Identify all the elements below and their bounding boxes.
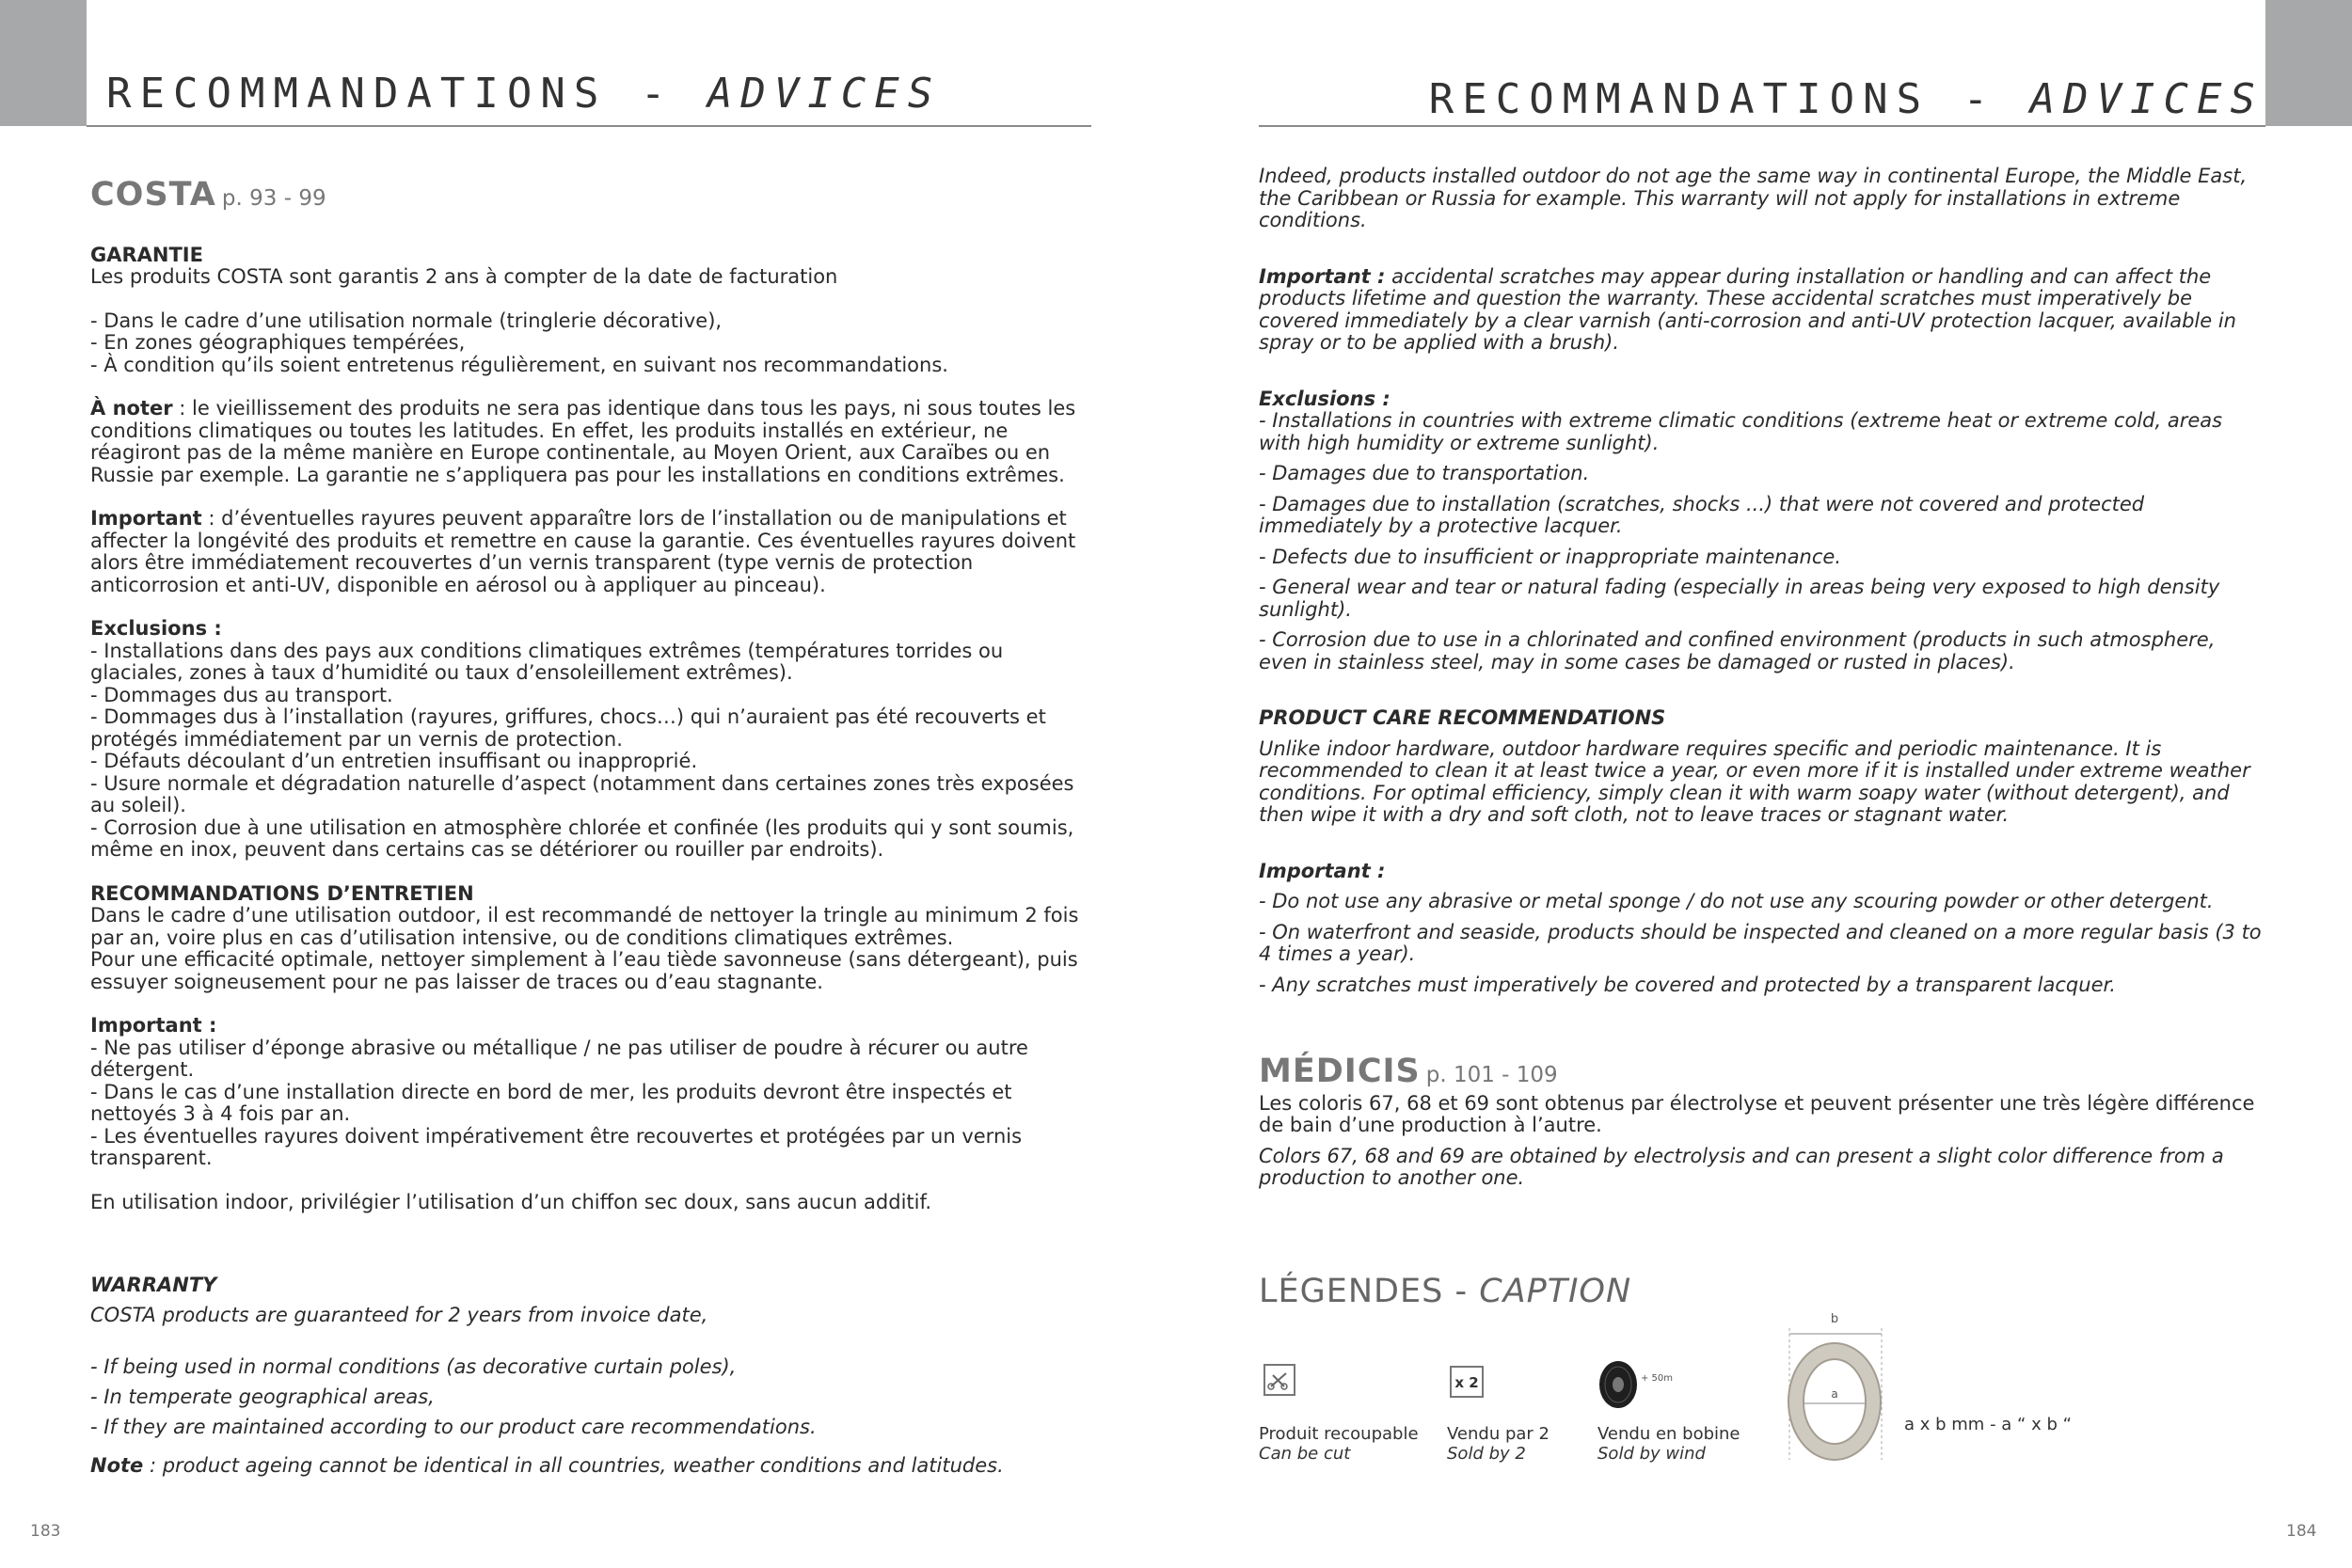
important-item: - Dans le cas d’une installation directe en bord de mer, les produits devront être inspectés et nettoyés 3 à 4 fois par an. bbox=[90, 1080, 1012, 1125]
exclusion-item-en: - Installations in countries with extreme climatic conditions (extreme heat or extreme cold, areas with high humidity or extreme sunlight). bbox=[1259, 409, 2223, 454]
note-paragraph bbox=[90, 1450, 1095, 1481]
warranty-heading: WARRANTY bbox=[90, 1274, 217, 1296]
legend-spool bbox=[1597, 1424, 1740, 1464]
warranty-item: - If being used in normal conditions (as decorative curtain poles), bbox=[90, 1355, 737, 1378]
important-heading-en: Important : bbox=[1259, 859, 1386, 882]
right-page-header bbox=[1429, 75, 2264, 123]
spool-icon bbox=[1597, 1358, 1673, 1411]
important-label-en: Important : bbox=[1259, 264, 1386, 288]
condition-item: - En zones géographiques tempérées, bbox=[90, 331, 466, 354]
anoter-text: : le vieillissement des produits ne sera pas identique dans tous les pays, ni sous toutes les conditions climatiques ou toutes les latitudes. En effet, les produits installés en extérieur, ne réagiront pas de la même manière en Europe continentale, au Moyen Orient, aux Caraïbes ou en Russie par exemple. La garantie ne s’appliquera pas pour les installations en conditions extrêmes. bbox=[90, 397, 1076, 486]
care-text: Unlike indoor hardware, outdoor hardware requires specific and periodic maintenance. It is recommended to clean it at least twice a year, or even more if it is installed under extreme weather conditions. For optimal efficiency, simply clean it with warm soapy water (without detergent), and then wipe it with a dry and soft cloth, not to leave traces or stagnant water. bbox=[1259, 736, 2250, 826]
important-text-en: accidental scratches may appear during installation or handling and can affect the products lifetime and question the warranty. These accidental scratches must imperatively be covered immediately by a clear varnish (anti-corrosion and anti-UV protection lacquer, available in spray or to be applied with a brush). bbox=[1259, 264, 2236, 354]
anoter-paragraph bbox=[90, 398, 1095, 486]
legend-pair-en: Sold by 2 bbox=[1447, 1444, 1526, 1464]
condition-item: - Dans le cadre d’une utilisation normale (tringlerie décorative), bbox=[90, 309, 723, 332]
legend-pair bbox=[1447, 1424, 1549, 1464]
important-paragraph bbox=[90, 508, 1095, 596]
caption-title-em: CAPTION bbox=[1479, 1273, 1632, 1310]
important-item: - Ne pas utiliser d’éponge abrasive ou métallique / ne pas utiliser de poudre à récurer ou autre détergent. bbox=[90, 1036, 1028, 1081]
left-page-header bbox=[106, 70, 941, 118]
warranty-item: - If they are maintained according to our product care recommendations. bbox=[90, 1416, 817, 1438]
note-text: : product ageing cannot be identical in all countries, weather conditions and latitudes. bbox=[143, 1454, 1004, 1477]
pair-icon bbox=[1450, 1366, 1484, 1398]
spool-icon-text: + 50m bbox=[1641, 1373, 1673, 1384]
exclusion-item: - Dommages dus à l’installation (rayures, griffures, chocs…) qui n’auraient pas été recouverts et protégés immédiatement par un vernis de protection. bbox=[90, 705, 1046, 751]
caption-title-main: LÉGENDES - bbox=[1259, 1273, 1480, 1310]
cut-icon bbox=[1263, 1364, 1295, 1396]
garantie-heading: GARANTIE bbox=[90, 243, 203, 266]
right-page-tab bbox=[2265, 0, 2352, 126]
legend-spool-en: Sold by wind bbox=[1597, 1444, 1706, 1464]
dim-a-label: a bbox=[1831, 1387, 1838, 1401]
right-header-em: ADVICES bbox=[2029, 75, 2264, 123]
garantie-text: Les produits COSTA sont garantis 2 ans à compter de la date de facturation bbox=[90, 265, 838, 288]
exclusion-item: - Corrosion due à une utilisation en atmosphère chlorée et confinée (les produits qui y sont soumis, même en inox, peuvent dans certains cas se détériorer ou rouiller par endroits). bbox=[90, 816, 1074, 861]
medicis-pages: p. 101 - 109 bbox=[1425, 1063, 1558, 1087]
indoor-text: En utilisation indoor, privilégier l’utilisation d’un chiffon sec doux, sans aucun additif. bbox=[90, 1190, 932, 1213]
important-text: : d’éventuelles rayures peuvent apparaître lors de l’installation ou de manipulations et affecter la longévité des produits et remettre en cause la garantie. Ces éventuelles rayures doivent alors être immédiatement recouvertes d’un vernis transparent (type vernis de protection anticorrosion et anti-UV, disponible en aérosol ou à appliquer au pinceau). bbox=[90, 507, 1076, 596]
important-label: Important bbox=[90, 507, 202, 530]
warranty-text: COSTA products are guaranteed for 2 years from invoice date, bbox=[90, 1304, 708, 1326]
important-item-en: - Any scratches must imperatively be covered and protected by a transparent lacquer. bbox=[1259, 973, 2116, 996]
left-header-main: RECOMMANDATIONS - bbox=[106, 70, 707, 118]
medicis-section-title bbox=[1259, 1053, 2267, 1090]
legend-spool-fr: Vendu en bobine bbox=[1597, 1424, 1740, 1444]
exclusions-heading: Exclusions : bbox=[90, 617, 222, 640]
costa-pages: p. 93 - 99 bbox=[221, 186, 326, 211]
medicis-text-en: Colors 67, 68 and 69 are obtained by electrolysis and can present a slight color difference from a production to another one. bbox=[1259, 1144, 2224, 1189]
right-header-rule bbox=[1259, 125, 2265, 127]
reco-text: Dans le cadre d’une utilisation outdoor, il est recommandé de nettoyer la tringle au minimum 2 fois par an, voire plus en cas d’utilisation intensive, ou de conditions climatiques extrêmes. bbox=[90, 904, 1079, 949]
pair-icon-text: x 2 bbox=[1454, 1374, 1479, 1391]
exclusion-item: - Usure normale et dégradation naturelle d’aspect (notamment dans certaines zones très exposées au soleil). bbox=[90, 771, 1074, 816]
dimension-text: a x b mm - a “ x b “ bbox=[1904, 1415, 2072, 1434]
left-header-em: ADVICES bbox=[707, 70, 942, 118]
dim-b-label: b bbox=[1830, 1312, 1839, 1326]
important-paragraph-en bbox=[1259, 266, 2267, 355]
condition-item: - À condition qu’ils soient entretenus régulièrement, en suivant nos recommandations. bbox=[90, 353, 948, 376]
important-item-en: - Do not use any abrasive or metal sponge / do not use any scouring powder or other detergent. bbox=[1259, 890, 2214, 912]
legend-pair-fr: Vendu par 2 bbox=[1447, 1424, 1549, 1444]
legend-cut-fr: Produit recoupable bbox=[1259, 1424, 1419, 1444]
exclusion-item-en: - Damages due to transportation. bbox=[1259, 462, 1590, 484]
left-page-number: 183 bbox=[30, 1522, 61, 1541]
reco-text: Pour une efficacité optimale, nettoyer simplement à l’eau tiède savonneuse (sans détergeant), puis essuyer soigneusement pour ne pas laisser de traces ou d’eau stagnante. bbox=[90, 948, 1078, 993]
exclusion-item-en: - Defects due to insufficient or inappropriate maintenance. bbox=[1259, 545, 1842, 568]
left-column bbox=[90, 176, 1095, 1481]
exclusion-item: - Défauts découlant d’un entretien insuffisant ou inapproprié. bbox=[90, 750, 698, 772]
exclusions-heading-en: Exclusions : bbox=[1259, 387, 1391, 410]
right-page-number: 184 bbox=[2286, 1522, 2317, 1541]
legend-cut bbox=[1259, 1424, 1419, 1464]
caption-section-title bbox=[1259, 1273, 1632, 1310]
medicis-section bbox=[1259, 1053, 2267, 1190]
indeed-text: Indeed, products installed outdoor do not age the same way in continental Europe, the Middle East, the Caribbean or Russia for example. This warranty will not apply for installations in extreme conditions. bbox=[1259, 165, 2248, 231]
right-header-main: RECOMMANDATIONS - bbox=[1428, 75, 2030, 123]
exclusion-item: - Dommages dus au transport. bbox=[90, 683, 393, 706]
left-header-rule bbox=[87, 125, 1091, 127]
anoter-label: À noter bbox=[90, 397, 173, 420]
left-page-tab bbox=[0, 0, 87, 126]
exclusion-item-en: - General wear and tear or natural fading (especially in areas being very exposed to high density sunlight). bbox=[1259, 576, 2220, 621]
right-column bbox=[1259, 166, 2267, 996]
care-heading: PRODUCT CARE RECOMMENDATIONS bbox=[1259, 706, 1666, 729]
important-heading: Important : bbox=[90, 1014, 217, 1037]
legend-cut-en: Can be cut bbox=[1259, 1444, 1351, 1464]
note-label: Note bbox=[90, 1454, 144, 1477]
costa-title: COSTA bbox=[90, 176, 216, 214]
important-item: - Les éventuelles rayures doivent impérativement être recouvertes et protégées par un vernis transparent. bbox=[90, 1124, 1023, 1169]
exclusion-item-en: - Damages due to installation (scratches, shocks ...) that were not covered and protected immediately by a protective lacquer. bbox=[1259, 492, 2145, 537]
medicis-text-fr: Les coloris 67, 68 et 69 sont obtenus par électrolyse et peuvent présenter une très légère différence de bain d’une production à l’autre. bbox=[1259, 1091, 2255, 1136]
exclusion-item: - Installations dans des pays aux conditions climatiques extrêmes (températures torrides ou glaciales, zones à taux d’humidité ou taux d’ensoleillement extrêmes). bbox=[90, 639, 1004, 684]
warranty-item: - In temperate geographical areas, bbox=[90, 1386, 435, 1408]
medicis-title: MÉDICIS bbox=[1259, 1053, 1421, 1090]
costa-section-title bbox=[90, 176, 1095, 214]
ring-dimension-icon bbox=[1778, 1309, 1900, 1469]
exclusion-item-en: - Corrosion due to use in a chlorinated and confined environment (products in such atmosphere, even in stainless steel, may in some cases be damaged or rusted in places). bbox=[1259, 628, 2216, 673]
important-item-en: - On waterfront and seaside, products should be inspected and cleaned on a more regular basis (3 to 4 times a year). bbox=[1259, 920, 2262, 965]
reco-heading: RECOMMANDATIONS D’ENTRETIEN bbox=[90, 881, 474, 905]
